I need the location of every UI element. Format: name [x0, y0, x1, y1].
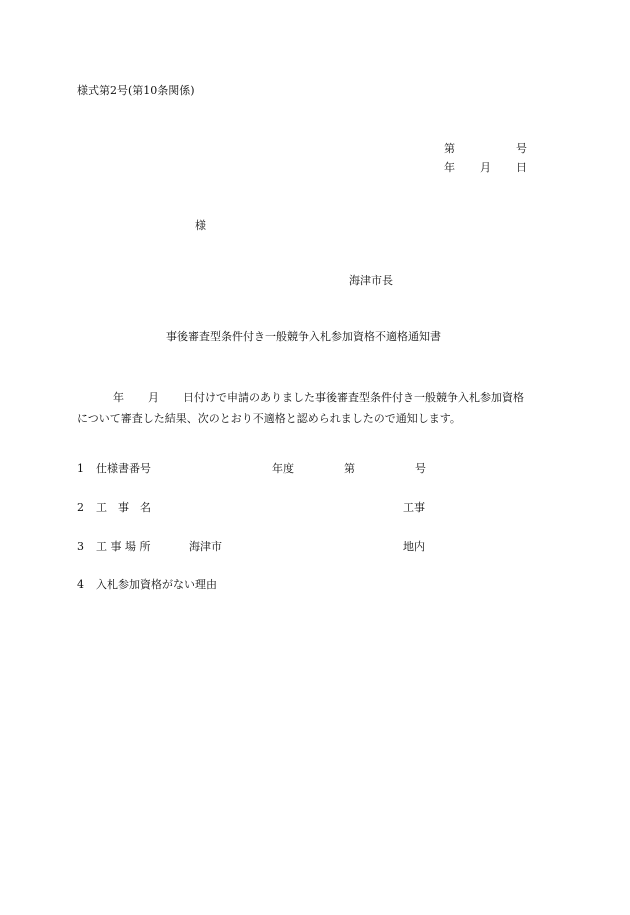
ref-dai: 第 [444, 142, 455, 155]
item-3-suffix: 地内 [403, 540, 425, 553]
date-nen: 年 [444, 161, 455, 174]
item-1-dai: 第 [344, 462, 355, 475]
item-2-label: 工 事 名 [96, 501, 151, 514]
body-paragraph [77, 387, 555, 429]
item-4-label: 入札参加資格がない理由 [96, 578, 217, 591]
issuer: 海津市長 [349, 274, 393, 287]
item-1-go: 号 [415, 462, 426, 475]
body-line-1-rest: 日付けで申請のありました事後審査型条件付き一般競争入札参加資格 [183, 391, 524, 404]
item-3-label: 工 事 場 所 [96, 540, 151, 553]
item-1-number: 1 [77, 462, 84, 475]
date-tsuki: 月 [480, 161, 491, 174]
date-hi: 日 [516, 161, 527, 174]
addressee-suffix: 様 [195, 219, 206, 232]
item-2-number: 2 [77, 501, 84, 514]
item-1-nendo: 年度 [272, 462, 294, 475]
form-number: 様式第2号(第10条関係) [77, 84, 195, 97]
item-1-label: 仕様書番号 [96, 462, 151, 475]
item-3-city: 海津市 [189, 540, 222, 553]
item-3-number: 3 [77, 540, 84, 553]
document-title: 事後審査型条件付き一般競争入札参加資格不適格通知書 [166, 330, 441, 343]
ref-go: 号 [516, 142, 527, 155]
item-4-number: 4 [77, 578, 84, 591]
item-2-suffix: 工事 [403, 501, 425, 514]
body-nen: 年 [113, 391, 124, 404]
body-tsuki: 月 [148, 391, 159, 404]
body-line-1 [77, 387, 555, 408]
body-line-2: について審査した結果、次のとおり不適格と認められましたので通知します。 [77, 412, 461, 425]
